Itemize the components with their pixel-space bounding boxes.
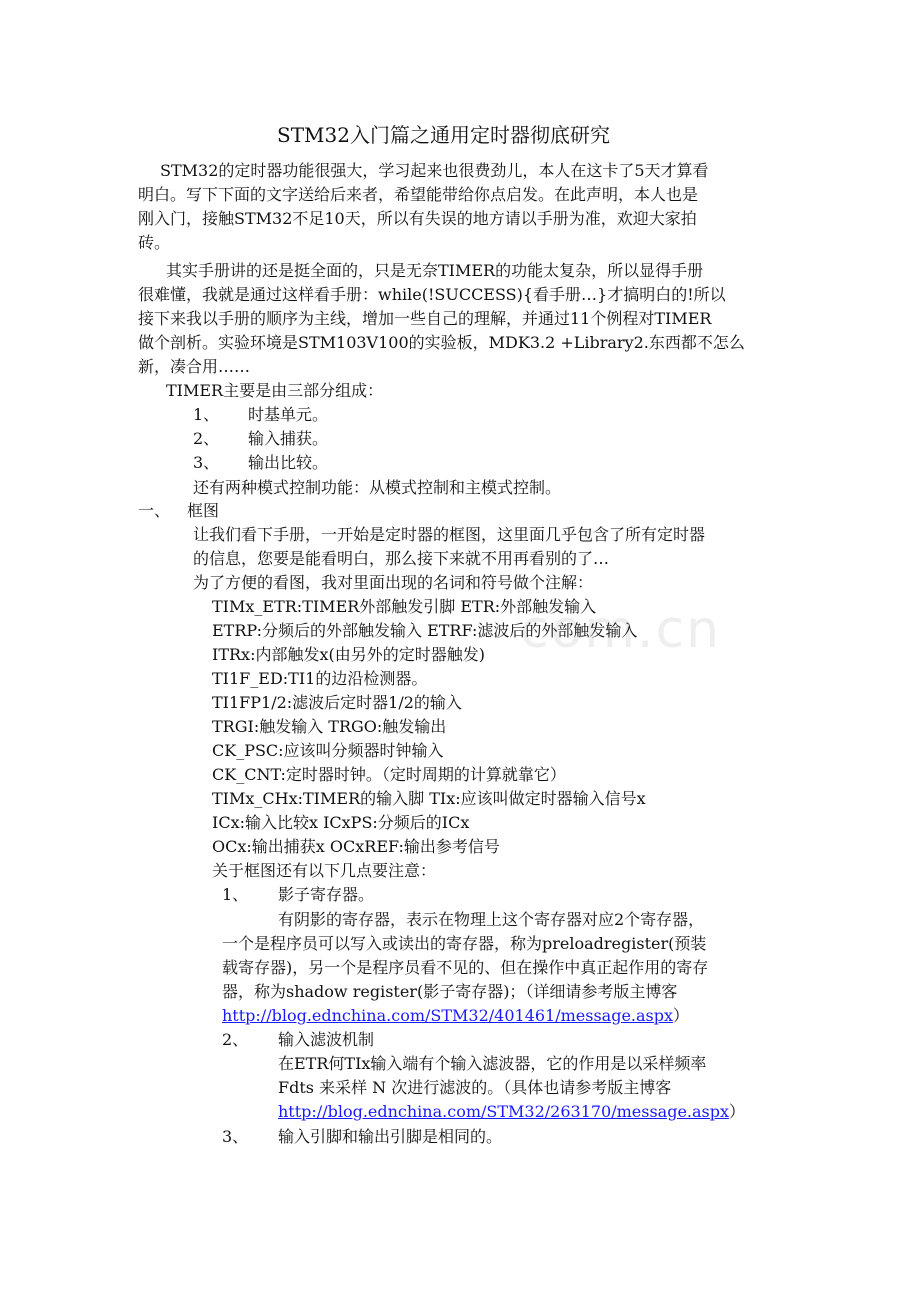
para2-line: 接下来我以手册的顺序为主线，增加一些自己的理解，并通过11个例程对TIMER [138, 309, 712, 328]
glossary-item: ICx:输入比较x ICxPS:分频后的ICx [212, 813, 470, 832]
note-text: 在ETR何TIx输入端有个输入滤波器，它的作用是以采样频率 [278, 1054, 707, 1073]
glossary-item: TIMx_ETR:TIMER外部触发引脚 ETR:外部触发输入 [212, 597, 597, 616]
note-link-line [278, 1100, 745, 1124]
section-number: 一、 [138, 501, 171, 520]
note-title: 影子寄存器。 [278, 885, 375, 904]
part-text: 输出比较。 [248, 453, 329, 472]
note-number: 3、 [222, 1127, 249, 1146]
para2-line: 很难懂，我就是通过这样看手册：while(!SUCCESS){看手册…}才搞明白的!所以 [138, 285, 726, 304]
section-text: 让我们看下手册，一开始是定时器的框图，这里面几乎包含了所有定时器 [193, 525, 706, 544]
note-text: 有阴影的寄存器，表示在物理上这个寄存器对应2个寄存器， [278, 910, 705, 929]
part-text: 时基单元。 [248, 405, 329, 424]
notes-intro: 关于框图还有以下几点要注意： [212, 861, 437, 880]
page-title: STM32入门篇之通用定时器彻底研究 [277, 123, 610, 147]
section-text: 的信息，您要是能看明白，那么接下来就不用再看别的了… [193, 549, 610, 568]
part-number: 3、 [193, 453, 220, 472]
glossary-item: TRGI:触发输入 TRGO:触发输出 [212, 717, 447, 736]
glossary-item: TI1F_ED:TI1的边沿检测器。 [212, 669, 428, 688]
section-text: 为了方便的看图，我对里面出现的名词和符号做个注解： [193, 573, 594, 592]
part-number: 2、 [193, 429, 220, 448]
blog-link[interactable]: http://blog.ednchina.com/STM32/401461/message.aspx [222, 1006, 674, 1025]
intro-line: 刚入门，接触STM32不足10天，所以有失误的地方请以手册为准，欢迎大家拍 [138, 209, 697, 228]
intro-line: 明白。写下下面的文字送给后来者，希望能带给你点启发。在此声明，本人也是 [138, 185, 699, 204]
note-text: 一个是程序员可以写入或读出的寄存器，称为preloadregister(预装 [222, 934, 707, 953]
note-after: ） [673, 1006, 690, 1025]
watermark: com.cn [520, 600, 722, 660]
glossary-item: CK_CNT:定时器时钟。（定时周期的计算就靠它） [212, 765, 566, 784]
glossary-item: CK_PSC:应该叫分频器时钟输入 [212, 741, 444, 760]
glossary-item: ITRx:内部触发x(由另外的定时器触发) [212, 645, 485, 664]
note-title: 输入引脚和输出引脚是相同的。 [278, 1127, 503, 1146]
note-link-line [222, 1004, 689, 1028]
section-title: 框图 [187, 501, 220, 520]
note-text: 载寄存器)，另一个是程序员看不见的、但在操作中真正起作用的寄存 [222, 958, 709, 977]
glossary-item: OCx:输出捕获x OCxREF:输出参考信号 [212, 837, 500, 856]
intro-line: STM32的定时器功能很强大，学习起来也很费劲儿，本人在这卡了5天才算看 [160, 161, 709, 180]
blog-link[interactable]: http://blog.ednchina.com/STM32/263170/message.aspx [278, 1102, 730, 1121]
modes-text: 还有两种模式控制功能：从模式控制和主模式控制。 [193, 478, 562, 497]
glossary-item: TIMx_CHx:TIMER的输入脚 TIx:应该叫做定时器输入信号x [212, 789, 646, 808]
note-title: 输入滤波机制 [278, 1030, 375, 1049]
note-number: 2、 [222, 1030, 249, 1049]
note-after: ） [729, 1102, 746, 1121]
note-number: 1、 [222, 885, 249, 904]
para2-line: 做个剖析。实验环境是STM103V100的实验板，MDK3.2 +Library2.东西都不怎么 [138, 333, 745, 352]
intro-line: 砖。 [138, 233, 171, 252]
glossary-item: ETRP:分频后的外部触发输入 ETRF:滤波后的外部触发输入 [212, 621, 638, 640]
part-number: 1、 [193, 405, 220, 424]
note-text: Fdts 来采样 N 次进行滤波的。（具体也请参考版主博客 [278, 1078, 672, 1097]
glossary-item: TI1FP1/2:滤波后定时器1/2的输入 [212, 693, 462, 712]
para2-line: 新，凑合用…… [138, 357, 251, 376]
timer-intro: TIMER主要是由三部分组成： [166, 381, 384, 400]
part-text: 输入捕获。 [248, 429, 329, 448]
note-text: 器，称为shadow register(影子寄存器)；（详细请参考版主博客 [222, 982, 678, 1001]
para2-line: 其实手册讲的还是挺全面的，只是无奈TIMER的功能太复杂，所以显得手册 [166, 261, 704, 280]
